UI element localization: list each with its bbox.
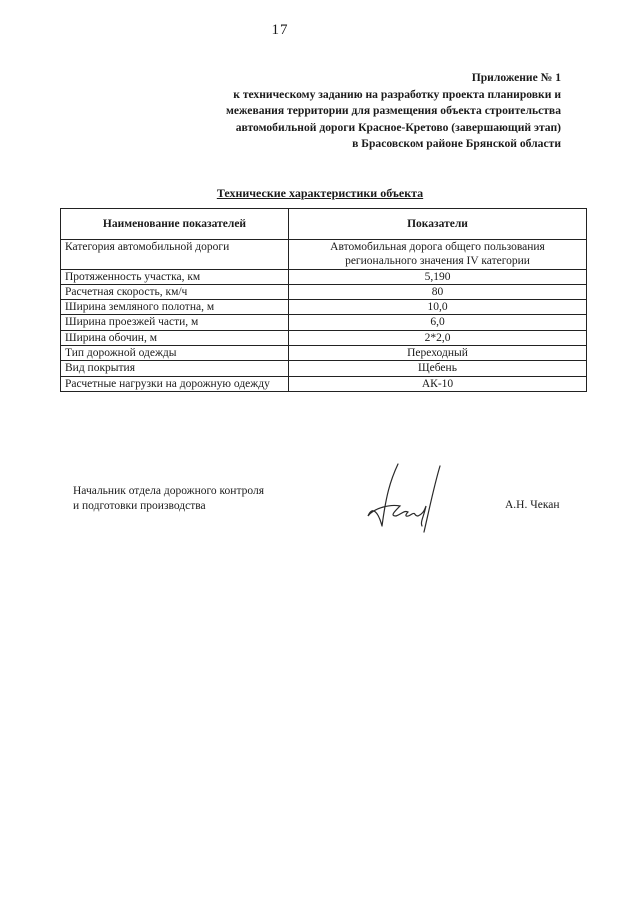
handwritten-signature (360, 456, 450, 536)
appendix-line: к техническому заданию на разработку проекта планировки и (233, 87, 561, 101)
signer-position-line: и подготовки производства (73, 500, 206, 512)
parameter-value-line: Переходный (407, 347, 468, 360)
parameter-value-line: 2*2,0 (424, 331, 451, 344)
parameter-value (289, 376, 587, 391)
parameter-name: Протяженность участка, км (61, 269, 289, 284)
document-title: Технические характеристики объекта (216, 186, 424, 200)
parameter-value-line: Автомобильная дорога общего пользования (330, 241, 545, 253)
table-row (61, 269, 587, 284)
parameter-value-line: Щебень (418, 362, 457, 375)
parameter-value (289, 269, 587, 284)
appendix-line: в Брасовском районе Брянской области (352, 137, 561, 150)
table-row (61, 284, 587, 299)
parameter-value-line: 5,190 (424, 270, 451, 283)
parameter-name: Ширина проезжей части, м (61, 315, 289, 330)
parameter-value-line: регионального значения IV категории (345, 255, 530, 268)
table-body (61, 240, 587, 392)
specifications-table (60, 208, 587, 392)
table-row (61, 376, 587, 391)
parameter-name: Ширина земляного полотна, м (61, 300, 289, 315)
table-row (61, 300, 587, 315)
signer-position (73, 484, 264, 514)
parameter-value-line: 10,0 (427, 301, 448, 314)
parameter-value-line: 80 (431, 285, 444, 298)
appendix-line: Приложение № 1 (471, 71, 561, 84)
parameter-value (289, 346, 587, 361)
table-row (61, 240, 587, 270)
parameter-name: Расчетные нагрузки на дорожную одежду (61, 376, 289, 391)
parameter-value (289, 315, 587, 330)
parameter-value-line: 6,0 (430, 316, 445, 329)
table-row (61, 361, 587, 376)
table-row (61, 330, 587, 345)
parameter-value-line: АК-10 (421, 377, 454, 390)
parameter-value (289, 361, 587, 376)
parameter-value (289, 284, 587, 299)
signer-position-line: Начальник отдела дорожного контроля (73, 485, 265, 497)
parameter-value (289, 240, 587, 270)
parameter-value (289, 330, 587, 345)
table-header-row (61, 209, 587, 240)
table-row (61, 315, 587, 330)
parameter-name: Категория автомобильной дороги (61, 240, 289, 270)
appendix-header (141, 70, 561, 153)
parameter-name: Расчетная скорость, км/ч (61, 284, 289, 299)
column-header-value: Показатели (289, 209, 587, 240)
signer-name: А.Н. Чекан (505, 499, 560, 511)
parameter-value (289, 300, 587, 315)
appendix-line: автомобильной дороги Красное-Кретово (завершающий этап) (235, 120, 561, 134)
column-header-name: Наименование показателей (61, 209, 289, 240)
appendix-line: межевания территории для размещения объекта строительства (226, 104, 561, 117)
parameter-name: Ширина обочин, м (61, 330, 289, 345)
page-number: 17 (271, 22, 289, 38)
table-row (61, 346, 587, 361)
parameter-name: Вид покрытия (61, 361, 289, 376)
parameter-name: Тип дорожной одежды (61, 346, 289, 361)
